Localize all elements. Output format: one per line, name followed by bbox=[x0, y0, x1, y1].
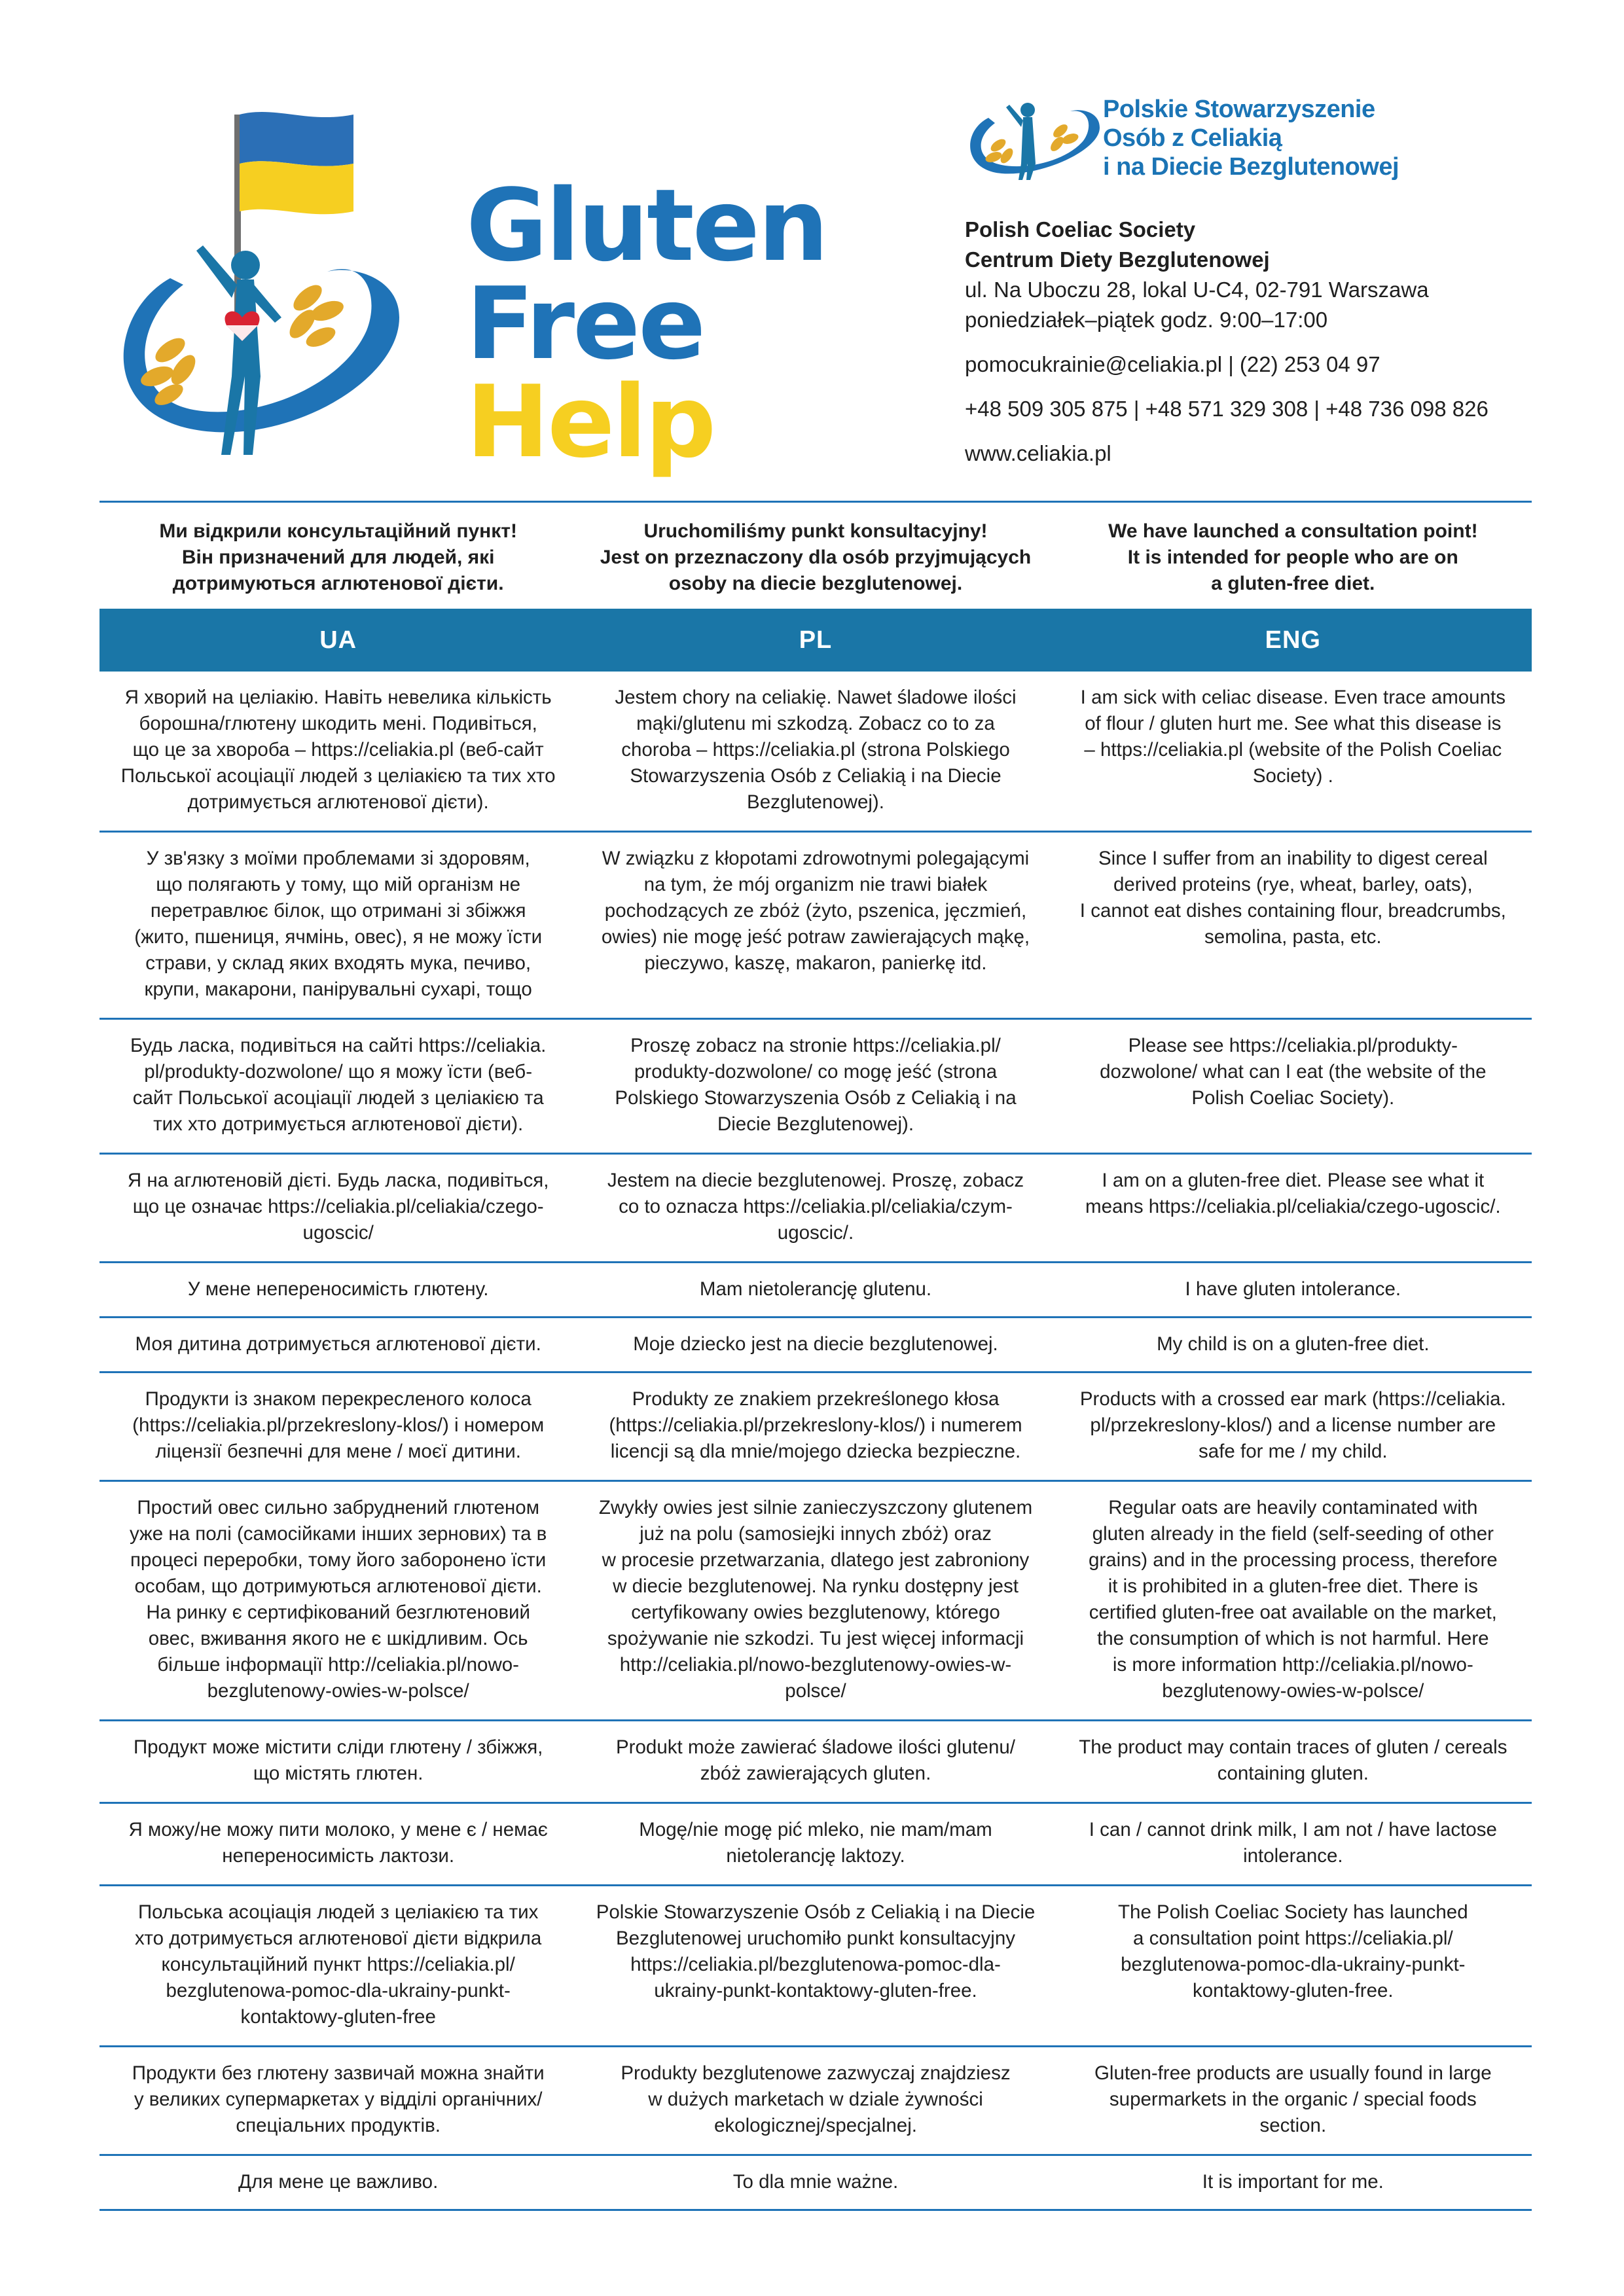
ukraine-flag-icon bbox=[240, 112, 353, 214]
text-line: certyfikowany owies bezglutenowy, którego bbox=[631, 1602, 1000, 1623]
text-line: grains) and in the processing process, therefore bbox=[1088, 1549, 1498, 1571]
text-line: safe for me / my child. bbox=[1199, 1441, 1388, 1462]
text-line: na tym, że mój organizm nie trawi białek bbox=[643, 874, 988, 895]
text-line: Gluten-free products are usually found in large bbox=[1094, 2062, 1492, 2084]
text-line: a consultation point https://celiakia.pl/ bbox=[1132, 1928, 1453, 1949]
text-line: Please see https://celiakia.pl/produkty- bbox=[1128, 1035, 1458, 1056]
text-line: To dla mnie ważne. bbox=[732, 2171, 899, 2193]
text-line: ekologicznej/specjalnej. bbox=[714, 2115, 917, 2136]
cell-ua bbox=[99, 1804, 577, 1869]
text-line: Produkty bezglutenowe zazwyczaj znajdziesz bbox=[621, 2062, 1011, 2084]
text-line: особам, що дотримуються аглютенової дієти. bbox=[134, 1575, 542, 1597]
text-line: більше інформації http://celiakia.pl/nowo- bbox=[157, 1654, 519, 1676]
text-line: Я на аглютеновій дієті. Будь ласка, подивіться, bbox=[127, 1170, 549, 1191]
text-line: pl/produkty-dozwolone/ що я можу їсти (веб- bbox=[144, 1061, 533, 1083]
text-line: section. bbox=[1259, 2115, 1327, 2136]
text-line: intolerance. bbox=[1243, 1845, 1343, 1867]
cell-ua bbox=[99, 672, 577, 816]
text-line: pieczywo, kaszę, makaron, panierkę itd. bbox=[644, 952, 987, 974]
text-line: що це означає https://celiakia.pl/celiakia/czego- bbox=[132, 1196, 544, 1217]
text-line: certified gluten-free oat available on the market, bbox=[1089, 1602, 1497, 1623]
cell-en bbox=[1055, 2047, 1532, 2139]
text-line: Produkt może zawierać śladowe ilości glutenu/ bbox=[616, 1736, 1015, 1758]
text-line: Polskiego Stowarzyszenia Osób z Celiakią i na bbox=[615, 1087, 1017, 1109]
intro-line: дотримуються аглютенової дієти. bbox=[172, 573, 504, 594]
cell-pl bbox=[577, 2156, 1054, 2195]
intro-line: Jest on przeznaczony dla osób przyjmujących bbox=[600, 547, 1032, 568]
text-line: овес, вживання якого не є шкідливим. Ось bbox=[148, 1628, 528, 1649]
text-line: Proszę zobacz na stronie https://celiakia.pl/ bbox=[630, 1035, 1001, 1056]
text-line: w dużych marketach w dziale żywności bbox=[648, 2089, 983, 2110]
text-line: що містять глютен. bbox=[253, 1763, 424, 1784]
org-name-line: Polskie Stowarzyszenie bbox=[1103, 96, 1375, 123]
text-line: уже на полі (самосійками інших зернових) та в bbox=[129, 1523, 547, 1545]
text-line: choroba – https://celiakia.pl (strona Polskiego bbox=[621, 739, 1010, 761]
text-line: bezglutenowa-pomoc-dla-ukrainy-punkt- bbox=[1121, 1954, 1466, 1975]
text-line: W związku z kłopotami zdrowotnymi polegającymi bbox=[602, 848, 1030, 869]
cell-en bbox=[1055, 833, 1532, 950]
text-line: Regular oats are heavily contaminated with bbox=[1108, 1497, 1478, 1518]
text-line: means https://celiakia.pl/celiakia/czego-ugoscic/. bbox=[1085, 1196, 1501, 1217]
text-line: of flour / gluten hurt me. See what this disease is bbox=[1085, 713, 1502, 734]
text-line: Since I suffer from an inability to digest cereal bbox=[1098, 848, 1488, 869]
text-line: Продукт може містити сліди глютену / збіжжя, bbox=[133, 1736, 543, 1758]
intro-line: It is intended for people who are on bbox=[1127, 547, 1458, 568]
language-header-bar bbox=[99, 609, 1532, 672]
intro-ua bbox=[99, 517, 577, 599]
text-line: I can / cannot drink milk, I am not / have lactose bbox=[1089, 1819, 1497, 1840]
text-line: I have gluten intolerance. bbox=[1185, 1278, 1401, 1300]
table-row bbox=[99, 2047, 1532, 2156]
title-line-free: Free bbox=[466, 266, 704, 382]
org-name-line: i na Diecie Bezglutenowej bbox=[1103, 153, 1399, 181]
cell-ua bbox=[99, 1721, 577, 1787]
table-row bbox=[99, 1886, 1532, 2047]
cell-pl bbox=[577, 1020, 1054, 1138]
text-line: derived proteins (rye, wheat, barley, oats), bbox=[1113, 874, 1473, 895]
table-row bbox=[99, 1721, 1532, 1804]
cell-ua bbox=[99, 1886, 577, 2030]
text-line: zbóż zawierających gluten. bbox=[700, 1763, 931, 1784]
text-line: страви, у склад яких входять мука, печиво, bbox=[145, 952, 532, 974]
text-line: spożywanie nie szkodzi. Tu jest więcej informacji bbox=[607, 1628, 1024, 1649]
cell-ua bbox=[99, 2156, 577, 2195]
text-line: Polish Coeliac Society). bbox=[1191, 1087, 1395, 1109]
text-line: Polskie Stowarzyszenie Osób z Celiakią i na Diecie bbox=[596, 1901, 1036, 1923]
cell-en bbox=[1055, 1482, 1532, 1704]
text-line: pl/przekreslony-klos/) and a license number are bbox=[1090, 1414, 1496, 1436]
text-line: the consumption of which is not harmful. Here bbox=[1097, 1628, 1489, 1649]
table-row bbox=[99, 1373, 1532, 1482]
contact-email-phone[interactable]: pomocukrainie@celiakia.pl | (22) 253 04 97 bbox=[965, 352, 1380, 376]
text-line: процесі переробки, тому його заборонено їсти bbox=[130, 1549, 547, 1571]
intro-line: Ми відкрили консультаційний пункт! bbox=[159, 520, 517, 542]
cell-pl bbox=[577, 1263, 1054, 1302]
text-line: перетравлює білок, що отримані зі збіжжя bbox=[150, 900, 526, 922]
text-line: Zwykły owies jest silnie zanieczyszczony glutenem bbox=[598, 1497, 1033, 1518]
cell-ua bbox=[99, 1263, 577, 1302]
table-row bbox=[99, 1020, 1532, 1155]
cell-pl bbox=[577, 833, 1054, 977]
text-line: pochodzących ze zbóż (żyto, pszenica, jęczmień, bbox=[604, 900, 1027, 922]
text-line: semolina, pasta, etc. bbox=[1204, 926, 1382, 948]
contact-mobiles[interactable]: +48 509 305 875 | +48 571 329 308 | +48 736 098 826 bbox=[965, 397, 1489, 421]
text-line: Jestem chory na celiakię. Nawet śladowe ilości bbox=[615, 687, 1017, 708]
table-row bbox=[99, 2156, 1532, 2211]
cell-pl bbox=[577, 1318, 1054, 1357]
cell-en bbox=[1055, 2156, 1532, 2195]
text-line: борошна/глютену шкодить мені. Подивіться, bbox=[139, 713, 537, 734]
cell-pl bbox=[577, 1482, 1054, 1704]
text-line: сайт Польської асоціації людей з целіакією та bbox=[132, 1087, 544, 1109]
text-line: Bezglutenowej). bbox=[747, 791, 884, 813]
cell-ua bbox=[99, 1482, 577, 1704]
intro-line: osoby na diecie bezglutenowej. bbox=[668, 573, 963, 594]
table-row bbox=[99, 833, 1532, 1020]
text-line: bezglutenowy-owies-w-polsce/ bbox=[207, 1680, 469, 1702]
cell-en bbox=[1055, 1155, 1532, 1220]
text-line: хто дотримується аглютенової дієти відкрила bbox=[135, 1928, 542, 1949]
text-line: Jestem na diecie bezglutenowej. Proszę, zobacz bbox=[607, 1170, 1024, 1191]
table-row bbox=[99, 1482, 1532, 1721]
text-line: – https://celiakia.pl (website of the Polish Coeliac bbox=[1084, 739, 1502, 761]
table-row bbox=[99, 1155, 1532, 1263]
text-line: https://celiakia.pl/bezglutenowa-pomoc-dla- bbox=[630, 1954, 1001, 1975]
cell-en bbox=[1055, 1263, 1532, 1302]
text-line: спеціальних продуктів. bbox=[236, 2115, 441, 2136]
intro-line: Він призначений для людей, які bbox=[181, 547, 495, 568]
text-line: w procesie przetwarzania, dlatego jest zabroniony bbox=[602, 1549, 1030, 1571]
text-line: produkty-dozwolone/ co mogę jeść (strona bbox=[634, 1061, 998, 1083]
gluten-free-help-logo bbox=[92, 101, 432, 468]
title-line-help: Help bbox=[466, 364, 715, 480]
cell-en bbox=[1055, 1886, 1532, 2004]
text-line: kontaktowy-gluten-free bbox=[240, 2006, 436, 2028]
contact-hours: poniedziałek–piątek godz. 9:00–17:00 bbox=[965, 308, 1328, 332]
text-line: w diecie bezglutenowej. Na rynku dostępny jest bbox=[613, 1575, 1019, 1597]
intro-pl bbox=[577, 517, 1054, 599]
text-line: I cannot eat dishes containing flour, breadcrumbs, bbox=[1079, 900, 1506, 922]
text-line: Produkty ze znakiem przekreślonego kłosa bbox=[632, 1388, 1000, 1410]
text-line: (https://celiakia.pl/przekreslony-klos/) i numerem bbox=[609, 1414, 1022, 1436]
text-line: Продукти із знаком перекресленого колоса bbox=[145, 1388, 532, 1410]
text-line: Stowarzyszenia Osób z Celiakią i na Diecie bbox=[630, 765, 1001, 787]
text-line: nietolerancję laktozy. bbox=[726, 1845, 905, 1867]
cell-pl bbox=[577, 2047, 1054, 2139]
cell-pl bbox=[577, 672, 1054, 816]
text-line: Diecie Bezglutenowej). bbox=[717, 1113, 914, 1135]
cell-en bbox=[1055, 1804, 1532, 1869]
text-line: Простий овес сильно забруднений глютеном bbox=[137, 1497, 539, 1518]
table-row bbox=[99, 672, 1532, 833]
text-line: licencji są dla mnie/mojego dziecka bezpieczne. bbox=[610, 1441, 1021, 1462]
contact-website-link[interactable]: www.celiakia.pl bbox=[965, 441, 1111, 465]
cell-pl bbox=[577, 1373, 1054, 1465]
intro-line: Uruchomiliśmy punkt konsultacyjny! bbox=[643, 520, 988, 542]
table-row bbox=[99, 1318, 1532, 1373]
intro-en bbox=[1055, 517, 1532, 599]
cell-ua bbox=[99, 1318, 577, 1357]
text-line: Польської асоціації людей з целіакією та тих хто bbox=[120, 765, 556, 787]
contact-org-en: Polish Coeliac Society bbox=[965, 217, 1196, 242]
text-line: is more information http://celiakia.pl/nowo- bbox=[1112, 1654, 1473, 1676]
text-line: polsce/ bbox=[785, 1680, 846, 1702]
text-line: My child is on a gluten-free diet. bbox=[1157, 1333, 1430, 1355]
text-line: Для мене це важливо. bbox=[238, 2171, 439, 2193]
text-line: gluten already in the field (self-seeding of other bbox=[1092, 1523, 1494, 1545]
text-line: bezglutenowy-owies-w-polsce/ bbox=[1162, 1680, 1424, 1702]
text-line: непереносимість лактози. bbox=[222, 1845, 455, 1867]
text-line: Польська асоціація людей з целіакією та тих bbox=[137, 1901, 539, 1923]
text-line: mąki/glutenu mi szkodzą. Zobacz co to za bbox=[636, 713, 995, 734]
text-line: Society) . bbox=[1252, 765, 1333, 787]
contact-center: Centrum Diety Bezglutenowej bbox=[965, 247, 1270, 272]
cell-pl bbox=[577, 1886, 1054, 2004]
text-line: Продукти без глютену зазвичай можна знайти bbox=[132, 2062, 545, 2084]
divider-top bbox=[99, 501, 1532, 503]
text-line: ліцензії безпечні для мене / моєї дитини. bbox=[155, 1441, 521, 1462]
text-line: На ринку є сертифікований безглютеновий bbox=[146, 1602, 530, 1623]
text-line: ugoscic/. bbox=[777, 1222, 854, 1244]
table-row bbox=[99, 1263, 1532, 1318]
cell-ua bbox=[99, 1155, 577, 1246]
cell-ua bbox=[99, 833, 577, 1003]
text-line: Моя дитина дотримується аглютенової дієти. bbox=[135, 1333, 541, 1355]
cell-en bbox=[1055, 1020, 1532, 1111]
text-line: дотримується аглютенової дієти). bbox=[187, 791, 489, 813]
text-line: (жито, пшениця, ячмінь, овес), я не можу їсти bbox=[134, 926, 543, 948]
text-line: już na polu (samosiejki innych zbóż) oraz bbox=[640, 1523, 992, 1545]
cell-pl bbox=[577, 1804, 1054, 1869]
header-pl: PL bbox=[799, 626, 833, 654]
text-line: I am sick with celiac disease. Even trace amounts bbox=[1080, 687, 1506, 708]
text-line: The Polish Coeliac Society has launched bbox=[1118, 1901, 1468, 1923]
text-line: dozwolone/ what can I eat (the website of the bbox=[1100, 1061, 1487, 1083]
text-line: Будь ласка, подивіться на сайті https://celiakia. bbox=[130, 1035, 547, 1056]
intro-line: a gluten-free diet. bbox=[1211, 573, 1375, 594]
text-line: що полягають у тому, що мій організм не bbox=[156, 874, 521, 895]
text-line: owies) nie mogę jeść potraw zawierających mąkę, bbox=[601, 926, 1030, 948]
title-line-gluten: Gluten bbox=[466, 168, 827, 283]
phrase-table bbox=[99, 672, 1532, 2211]
coeliac-society-logo bbox=[962, 92, 1113, 183]
text-line: Moje dziecko jest na diecie bezglutenowej. bbox=[633, 1333, 998, 1355]
text-line: крупи, макарони, панірувальні сухарі, тощо bbox=[144, 978, 532, 1000]
text-line: Bezglutenowej uruchomiło punkt konsultacyjny bbox=[615, 1928, 1015, 1949]
cell-en bbox=[1055, 1373, 1532, 1465]
header-ua: UA bbox=[319, 626, 357, 654]
text-line: Products with a crossed ear mark (https://celiakia. bbox=[1079, 1388, 1506, 1410]
contact-block bbox=[965, 215, 1489, 469]
text-line: у великих супермаркетах у відділі органічних/ bbox=[134, 2089, 543, 2110]
text-line: Я можу/не можу пити молоко, у мене є / немає bbox=[128, 1819, 548, 1840]
cell-ua bbox=[99, 1020, 577, 1138]
header-eng: ENG bbox=[1265, 626, 1321, 654]
cell-ua bbox=[99, 2047, 577, 2139]
text-line: Я хворий на целіакію. Навіть невелика кількість bbox=[124, 687, 552, 708]
text-line: ugoscic/ bbox=[302, 1222, 374, 1244]
text-line: kontaktowy-gluten-free. bbox=[1193, 1980, 1394, 2001]
contact-address: ul. Na Uboczu 28, lokal U-C4, 02-791 Warszawa bbox=[965, 278, 1429, 302]
text-line: it is prohibited in a gluten-free diet. There is bbox=[1108, 1575, 1478, 1597]
text-line: ukrainy-punkt-kontaktowy-gluten-free. bbox=[654, 1980, 977, 2001]
text-line: http://celiakia.pl/nowo-bezglutenowy-owies-w- bbox=[619, 1654, 1012, 1676]
text-line: що це за хвороба – https://celiakia.pl (веб-сайт bbox=[132, 739, 544, 761]
cell-en bbox=[1055, 1318, 1532, 1357]
text-line: Mam nietolerancję glutenu. bbox=[699, 1278, 932, 1300]
text-line: У мене непереносимість глютену. bbox=[187, 1278, 489, 1300]
cell-pl bbox=[577, 1721, 1054, 1787]
text-line: I am on a gluten-free diet. Please see what it bbox=[1102, 1170, 1485, 1191]
cell-ua bbox=[99, 1373, 577, 1465]
intro-section bbox=[99, 517, 1532, 599]
cell-pl bbox=[577, 1155, 1054, 1246]
text-line: co to oznacza https://celiakia.pl/celiakia/czym- bbox=[619, 1196, 1013, 1217]
intro-line: We have launched a consultation point! bbox=[1108, 520, 1478, 542]
text-line: supermarkets in the organic / special foods bbox=[1109, 2089, 1477, 2110]
text-line: Mogę/nie mogę pić mleko, nie mam/mam bbox=[639, 1819, 992, 1840]
org-name-line: Osób z Celiakią bbox=[1103, 124, 1282, 152]
organization-name bbox=[1103, 95, 1399, 181]
text-line: containing gluten. bbox=[1217, 1763, 1369, 1784]
cell-en bbox=[1055, 1721, 1532, 1787]
text-line: It is important for me. bbox=[1202, 2171, 1384, 2193]
text-line: bezglutenowa-pomoc-dla-ukrainy-punkt- bbox=[166, 1980, 511, 2001]
text-line: консультаційний пункт https://celiakia.pl/ bbox=[161, 1954, 515, 1975]
text-line: тих хто дотримується аглютенової дієти). bbox=[153, 1113, 524, 1135]
page-title bbox=[466, 168, 827, 480]
text-line: У зв'язку з моїми проблемами зі здоровям, bbox=[146, 848, 530, 869]
cell-en bbox=[1055, 672, 1532, 789]
text-line: The product may contain traces of gluten / cereals bbox=[1079, 1736, 1507, 1758]
table-row bbox=[99, 1804, 1532, 1886]
text-line: (https://celiakia.pl/przekreslony-klos/) і номером bbox=[132, 1414, 545, 1436]
